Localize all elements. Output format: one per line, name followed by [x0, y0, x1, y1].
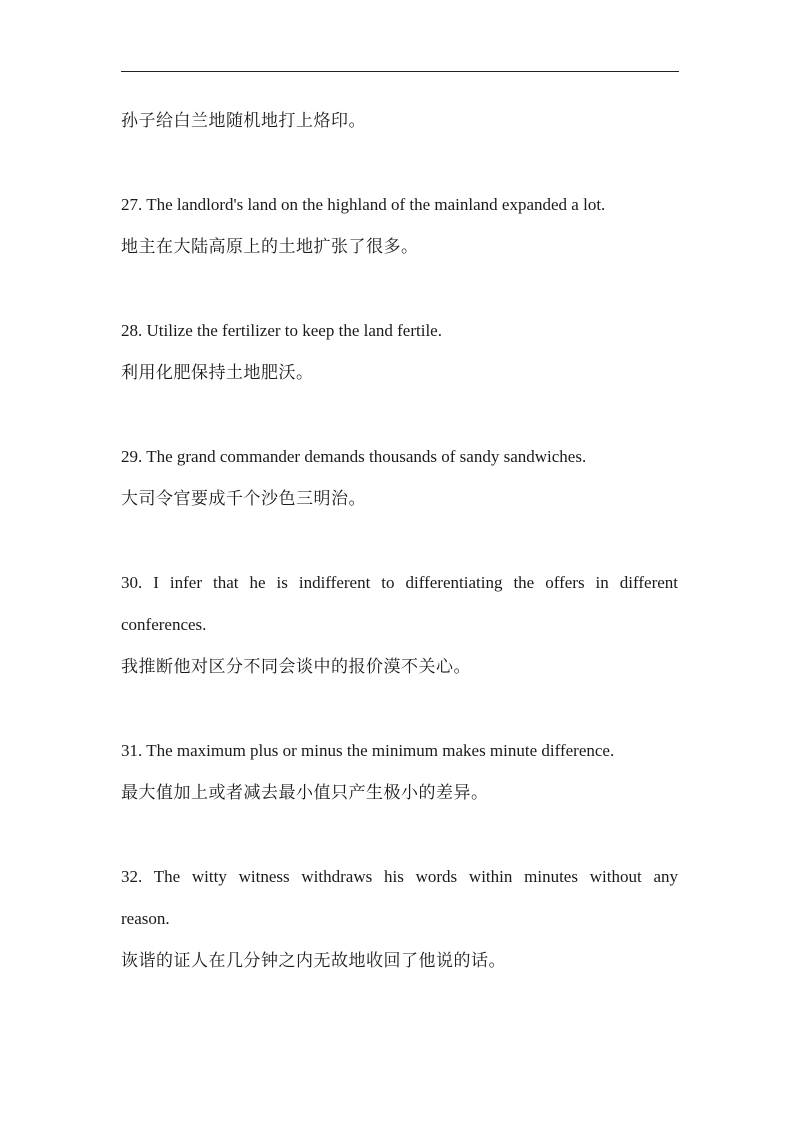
- sentence-29-chinese: 大司令官要成千个沙色三明治。: [121, 489, 366, 509]
- sentence-28-chinese: 利用化肥保持土地肥沃。: [121, 363, 314, 383]
- sentence-31-chinese: 最大值加上或者减去最小值只产生极小的差异。: [121, 783, 489, 803]
- sentence-30-english-line-1: 30. I infer that he is indifferent to differentiating the offers in different: [121, 573, 678, 592]
- spacer: [121, 814, 678, 856]
- header-rule: [121, 71, 679, 72]
- sentence-27-chinese: 地主在大陆高原上的土地扩张了很多。: [121, 237, 419, 257]
- sentence-29-english: 29. The grand commander demands thousands of sandy sandwiches.: [121, 447, 587, 466]
- sentence-32-english-line-2: reason.: [121, 909, 170, 928]
- spacer: [121, 520, 678, 562]
- spacer: [121, 142, 678, 184]
- document-body: [121, 100, 678, 982]
- sentence-32-chinese: 诙谐的证人在几分钟之内无故地收回了他说的话。: [121, 951, 506, 971]
- sentence-28-english: 28. Utilize the fertilizer to keep the land fertile.: [121, 321, 442, 340]
- sentence-27-english: 27. The landlord's land on the highland of the mainland expanded a lot.: [121, 195, 606, 214]
- spacer: [121, 394, 678, 436]
- sentence-31-english: 31. The maximum plus or minus the minimum makes minute difference.: [121, 741, 615, 760]
- sentence-32-english-line-1: 32. The witty witness withdraws his words within minutes without any: [121, 867, 678, 886]
- spacer: [121, 688, 678, 730]
- sentence-30-chinese: 我推断他对区分不同会谈中的报价漠不关心。: [121, 657, 471, 677]
- spacer: [121, 268, 678, 310]
- intro-chinese-line: 孙子给白兰地随机地打上烙印。: [121, 111, 366, 131]
- sentence-30-english-line-2: conferences.: [121, 615, 207, 634]
